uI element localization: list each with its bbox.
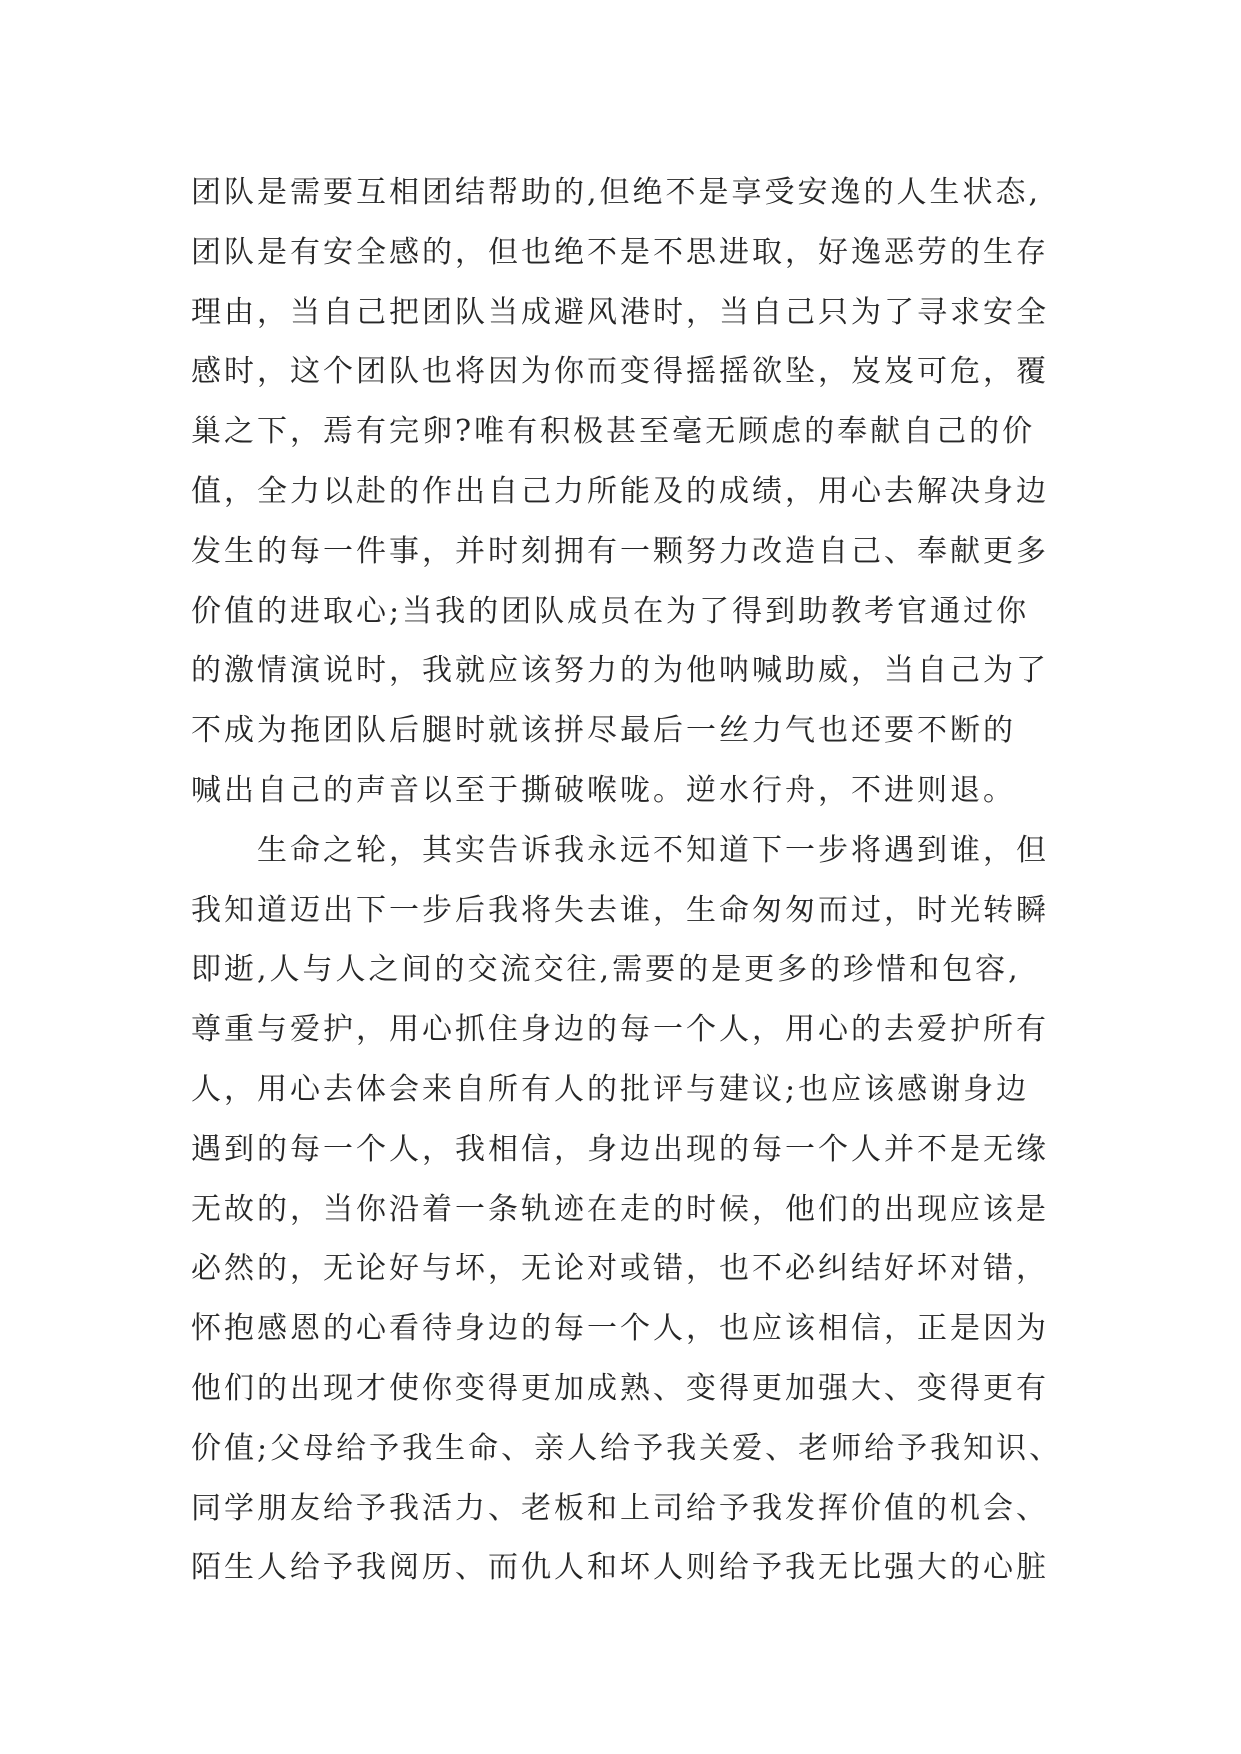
text-line: 遇到的每一个人，我相信，身边出现的每一个人并不是无缘 bbox=[191, 1131, 1049, 1167]
text-line: 不成为拖团队后腿时就该拼尽最后一丝力气也还要不断的 bbox=[191, 713, 1016, 749]
text-line: 他们的出现才使你变得更加成熟、变得更加强大、变得更有 bbox=[191, 1370, 1049, 1406]
text-line: 同学朋友给予我活力、老板和上司给予我发挥价值的机会、 bbox=[191, 1490, 1049, 1526]
text-line: 值，全力以赴的作出自己力所能及的成绩，用心去解决身边 bbox=[191, 473, 1049, 509]
text-line: 价值的进取心;当我的团队成员在为了得到助教考官通过你 bbox=[191, 593, 1030, 629]
text-line: 无故的，当你沿着一条轨迹在走的时候，他们的出现应该是 bbox=[191, 1191, 1049, 1227]
text-line: 感时，这个团队也将因为你而变得摇摇欲坠，岌岌可危，覆 bbox=[191, 354, 1049, 390]
text-line: 必然的，无论好与坏，无论对或错，也不必纠结好坏对错， bbox=[191, 1251, 1049, 1287]
text-line: 我知道迈出下一步后我将失去谁，生命匆匆而过，时光转瞬 bbox=[191, 892, 1049, 928]
text-line: 怀抱感恩的心看待身边的每一个人，也应该相信，正是因为 bbox=[191, 1311, 1049, 1347]
text-line: 的激情演说时，我就应该努力的为他呐喊助威，当自己为了 bbox=[191, 653, 1049, 689]
text-line: 尊重与爱护，用心抓住身边的每一个人，用心的去爱护所有 bbox=[191, 1012, 1049, 1048]
text-line: 团队是需要互相团结帮助的,但绝不是享受安逸的人生状态, bbox=[191, 175, 1042, 210]
text-line: 发生的每一件事，并时刻拥有一颗努力改造自己、奉献更多 bbox=[191, 533, 1049, 569]
text-line: 陌生人给予我阅历、而仇人和坏人则给予我无比强大的心脏 bbox=[191, 1550, 1049, 1586]
text-line: 价值;父母给予我生命、亲人给予我关爱、老师给予我知识、 bbox=[191, 1430, 1063, 1466]
text-line: 人，用心去体会来自所有人的批评与建议;也应该感谢身边 bbox=[191, 1071, 1030, 1107]
text-line: 即逝,人与人之间的交流交往,需要的是更多的珍惜和包容, bbox=[191, 952, 1021, 988]
body-text bbox=[191, 163, 1091, 1598]
text-line: 喊出自己的声音以至于撕破喉咙。逆水行舟，不进则退。 bbox=[191, 772, 1016, 808]
text-line: 团队是有安全感的，但也绝不是不思进取，好逸恶劳的生存 bbox=[191, 234, 1049, 270]
text-line: 理由，当自己把团队当成避风港时，当自己只为了寻求安全 bbox=[191, 294, 1049, 330]
text-line: 巢之下，焉有完卵?唯有积极甚至毫无顾虑的奉献自己的价 bbox=[191, 414, 1036, 450]
text-line: 生命之轮，其实告诉我永远不知道下一步将遇到谁，但 bbox=[191, 832, 1049, 868]
